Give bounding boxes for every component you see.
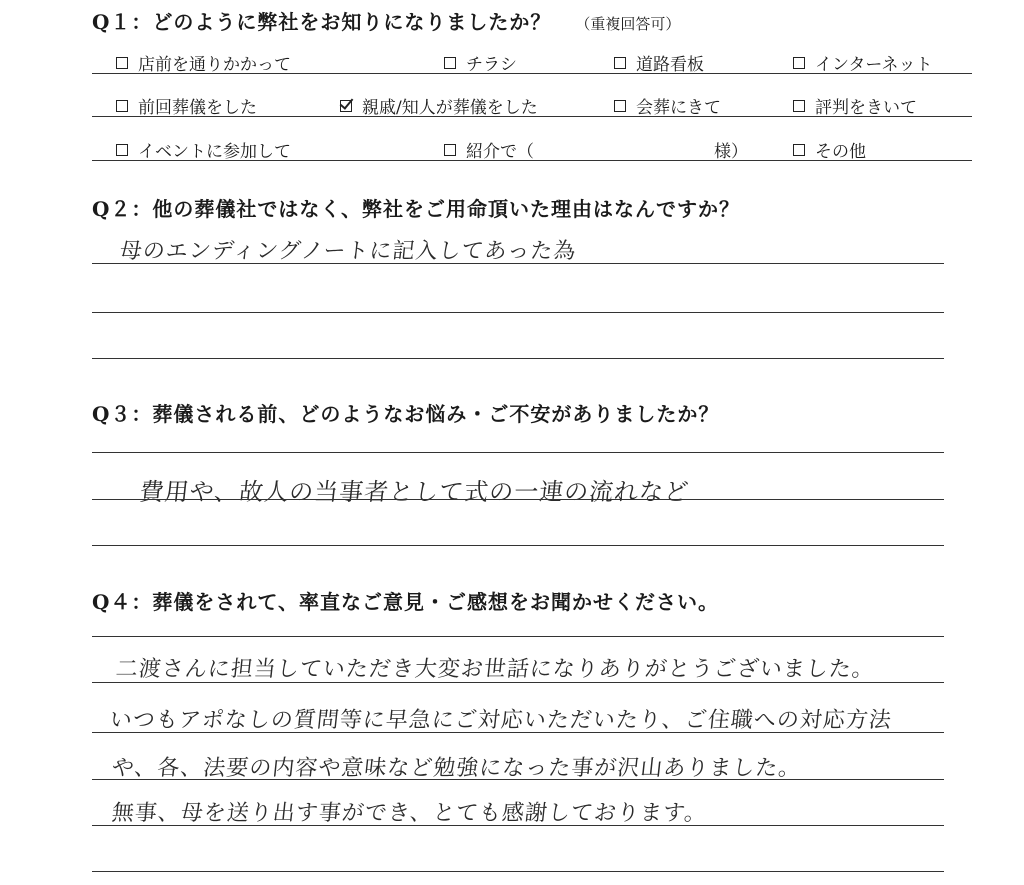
q1-referral-suffix: 様） [714, 142, 748, 162]
q4-answer-line: や、各、法要の内容や意味など勉強になった事が沢山ありました。 [110, 756, 803, 781]
q1-option-previous-funeral[interactable]: 前回葬儀をした [116, 93, 257, 118]
answer-line [92, 312, 944, 313]
q1-option-other[interactable]: その他 [793, 137, 866, 162]
q3-title: Q３：葬儀される前、どのようなお悩み・ご不安がありましたか？ [92, 402, 720, 426]
underline [92, 160, 972, 161]
answer-line [92, 682, 944, 683]
checkbox-icon[interactable] [793, 57, 805, 69]
q1-note: （重複回答可） [575, 15, 681, 33]
answer-line [92, 452, 944, 453]
answer-line [92, 499, 944, 500]
underline [92, 116, 972, 117]
q2-answer-line: 母のエンディングノートに記入してあった為 [118, 239, 578, 264]
answer-line [92, 732, 944, 733]
q1-option-relative[interactable]: 親戚/知人が葬儀をした [340, 93, 538, 118]
answer-line [92, 263, 944, 264]
checkbox-icon[interactable] [116, 100, 128, 112]
checkbox-icon[interactable] [614, 100, 626, 112]
answer-line [92, 636, 944, 637]
underline [92, 73, 972, 74]
q4-answer-line: いつもアポなしの質問等に早急にご対応いただいたり、ご住職への対応方法 [108, 708, 894, 733]
q1-option-event[interactable]: イベントに参加して [116, 137, 291, 162]
q1-option-internet[interactable]: インターネット [793, 50, 932, 75]
checkbox-icon[interactable] [116, 144, 128, 156]
answer-line [92, 779, 944, 780]
q1-option-roadsign[interactable]: 道路看板 [614, 50, 704, 75]
q1-option-referral[interactable]: 紹介で（ [444, 137, 534, 162]
checkbox-icon[interactable] [614, 57, 626, 69]
q1-option-attended[interactable]: 会葬にきて [614, 93, 721, 118]
q4-title: Q４：葬儀をされて、率直なご意見・ご感想をお聞かせください。 [92, 590, 720, 614]
q4-answer-line: 無事、母を送り出す事ができ、とても感謝しております。 [110, 801, 709, 826]
checkbox-icon[interactable] [444, 57, 456, 69]
answer-line [92, 358, 944, 359]
answer-line [92, 825, 944, 826]
q1-option-storefront[interactable]: 店前を通りかかって [116, 50, 291, 75]
q1-option-reputation[interactable]: 評判をきいて [793, 93, 917, 118]
q4-answer-line: 二渡さんに担当していただき大変お世話になりありがとうございました。 [114, 657, 877, 682]
q1-title: Q１：どのように弊社をお知りになりましたか？ （重複回答可） [92, 10, 681, 34]
q1-option-flyer[interactable]: チラシ [444, 50, 517, 75]
checkbox-checked-icon[interactable] [340, 100, 352, 112]
checkbox-icon[interactable] [793, 144, 805, 156]
answer-line [92, 871, 944, 872]
checkbox-icon[interactable] [116, 57, 128, 69]
answer-line [92, 545, 944, 546]
q3-answer-line: 費用や、故人の当事者として式の一連の流れなど [138, 478, 691, 506]
checkbox-icon[interactable] [444, 144, 456, 156]
q2-title: Q２：他の葬儀社ではなく、弊社をご用命頂いた理由はなんですか？ [92, 197, 741, 221]
checkbox-icon[interactable] [793, 100, 805, 112]
